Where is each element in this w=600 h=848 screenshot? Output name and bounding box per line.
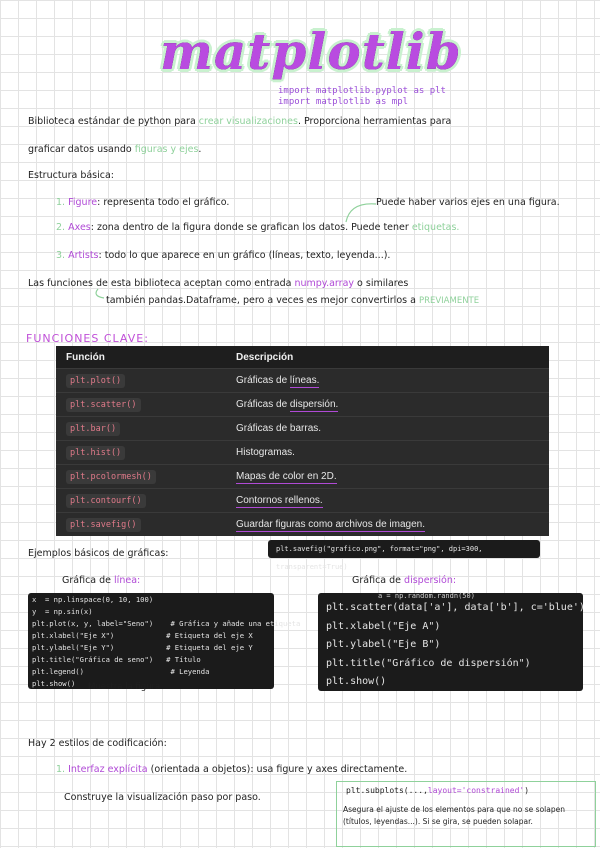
- line-code-block: [28, 593, 301, 689]
- item-text: : todo lo que aparece en un gráfico (líneas, texto, leyenda...).: [98, 250, 391, 261]
- key-functions-heading: FUNCIONES CLAVE:: [26, 332, 149, 345]
- intro-text: graficar datos usando: [28, 144, 135, 155]
- item-number: 2.: [56, 222, 66, 233]
- code-line: plt.legend() # Leyenda: [32, 667, 210, 676]
- intro-text: . Proporciona herramientas para: [297, 116, 452, 127]
- import-line-1: import matplotlib.pyplot as plt: [278, 86, 446, 96]
- function-description: Contornos rellenos.: [236, 495, 323, 506]
- function-description: Guardar figuras como archivos de imagen.: [236, 519, 425, 530]
- note-highlight: numpy.array: [294, 278, 355, 289]
- item-term: Interfaz explícita: [68, 764, 148, 775]
- example-title-highlight: línea:: [114, 575, 141, 586]
- functions-table: [56, 346, 549, 536]
- annotation-text: Asegura el ajuste de los elementos para que no se solapen (títulos, leyendas...). Si se gira, se pueden solapar.: [343, 805, 565, 826]
- input-note-line-2: [106, 295, 479, 306]
- table-row: [56, 513, 549, 537]
- arrow-icon: [90, 288, 106, 302]
- function-name: plt.pcolormesh(): [66, 470, 156, 484]
- table-row: [56, 489, 549, 513]
- examples-heading: Ejemplos básicos de gráficas:: [28, 548, 169, 559]
- scatter-example-title: [352, 575, 456, 586]
- annotation-box: [336, 781, 596, 847]
- code-line: plt.show(): [32, 679, 76, 688]
- item-term: Artists: [68, 250, 99, 261]
- intro-text: .: [198, 144, 202, 155]
- code-line: plt.show(): [326, 676, 387, 687]
- item-text: (orientada a objetos): usa figure y axes directamente.: [147, 764, 408, 775]
- column-header-description: Descripción: [226, 346, 549, 369]
- code-text: ): [524, 786, 530, 795]
- structure-heading: Estructura básica:: [28, 170, 115, 181]
- structure-side-note: Puede haber varios ejes en una figura.: [376, 197, 560, 208]
- function-name: plt.contourf(): [66, 494, 146, 508]
- intro-highlight: crear visualizaciones: [198, 116, 298, 127]
- item-number: 3.: [56, 250, 66, 261]
- scatter-code-block: [318, 593, 583, 691]
- code-text: plt.subplots(...,: [346, 786, 428, 795]
- code-line: plt.plot(x, y, label="Seno") # Gráfica y añade una etiqueta: [32, 619, 301, 628]
- structure-item-figure: [56, 197, 229, 208]
- style-item-1-detail: Construye la visualización paso por paso.: [64, 792, 261, 803]
- function-description: Histogramas.: [236, 447, 295, 458]
- item-highlight: etiquetas.: [411, 222, 460, 233]
- note-text: también pandas.Dataframe, pero a veces es mejor convertirlos a: [106, 295, 419, 306]
- code-line-partial: a = np.random.randn(50): [378, 592, 475, 600]
- code-line: plt.title("Gráfica de seno") # Título: [32, 655, 201, 664]
- function-name: plt.scatter(): [66, 398, 141, 412]
- function-description: Gráficas de dispersión.: [236, 399, 339, 410]
- import-line-2: import matplotlib as mpl: [278, 97, 409, 107]
- intro-highlight: figuras y ejes: [134, 144, 199, 155]
- structure-item-artists: [56, 250, 390, 261]
- savefig-example: plt.savefig("grafico.png", format="png", dpi=300, transparent=True): [268, 540, 540, 558]
- style-item-1: [56, 764, 407, 775]
- function-description: Gráficas de líneas.: [236, 375, 320, 386]
- function-name: plt.savefig(): [66, 518, 141, 532]
- example-title-highlight: dispersión:: [404, 575, 457, 586]
- function-name: plt.hist(): [66, 446, 125, 460]
- code-line: plt.xlabel("Eje A"): [326, 620, 441, 632]
- input-note-line-1: [28, 278, 408, 289]
- table-row: [56, 393, 549, 417]
- table-row: [56, 465, 549, 489]
- code-line: plt.scatter(data['a'], data['b'], c='blue'): [326, 602, 585, 613]
- page-title: matplotlib: [160, 22, 462, 81]
- example-title-text: Gráfica de: [62, 575, 115, 586]
- intro-line-1: [28, 116, 451, 127]
- item-text: : zona dentro de la figura donde se grafican los datos. Puede tener: [90, 222, 412, 233]
- code-line: plt.title("Gráfico de dispersión"): [326, 657, 531, 669]
- code-line: x = np.linspace(0, 10, 100): [32, 595, 154, 604]
- line-example-title: [62, 575, 140, 586]
- line-code-note: Muestra la figura: [88, 682, 161, 692]
- item-term: Axes: [68, 222, 91, 233]
- styles-heading: Hay 2 estilos de codificación:: [28, 738, 167, 749]
- note-highlight: PREVIAMENTE: [418, 296, 480, 306]
- function-name: plt.plot(): [66, 374, 125, 388]
- item-term: Figure: [68, 197, 98, 208]
- item-number: 1.: [56, 764, 66, 775]
- item-number: 1.: [56, 197, 66, 208]
- code-highlight: layout='constrained': [427, 786, 525, 795]
- column-header-function: Función: [56, 346, 226, 369]
- function-description: Gráficas de barras.: [236, 423, 322, 434]
- note-text: o similares: [354, 278, 409, 289]
- note-text: Las funciones de esta biblioteca aceptan como entrada: [28, 278, 295, 289]
- table-row: [56, 417, 549, 441]
- code-line: y = np.sin(x): [32, 607, 93, 616]
- structure-item-axes: [56, 222, 459, 233]
- intro-line-2: [28, 144, 201, 155]
- example-title-text: Gráfica de: [352, 575, 405, 586]
- table-row: [56, 369, 549, 393]
- function-description: Mapas de color en 2D.: [236, 471, 337, 482]
- code-line: plt.xlabel("Eje X") # Etiqueta del eje X: [32, 631, 253, 640]
- code-line: plt.ylabel("Eje B"): [326, 639, 441, 650]
- item-text: : representa todo el gráfico.: [97, 197, 230, 208]
- table-row: [56, 441, 549, 465]
- function-name: plt.bar(): [66, 422, 120, 436]
- intro-text: Biblioteca estándar de python para: [28, 116, 199, 127]
- code-line: plt.ylabel("Eje Y") # Etiqueta del eje Y: [32, 643, 253, 652]
